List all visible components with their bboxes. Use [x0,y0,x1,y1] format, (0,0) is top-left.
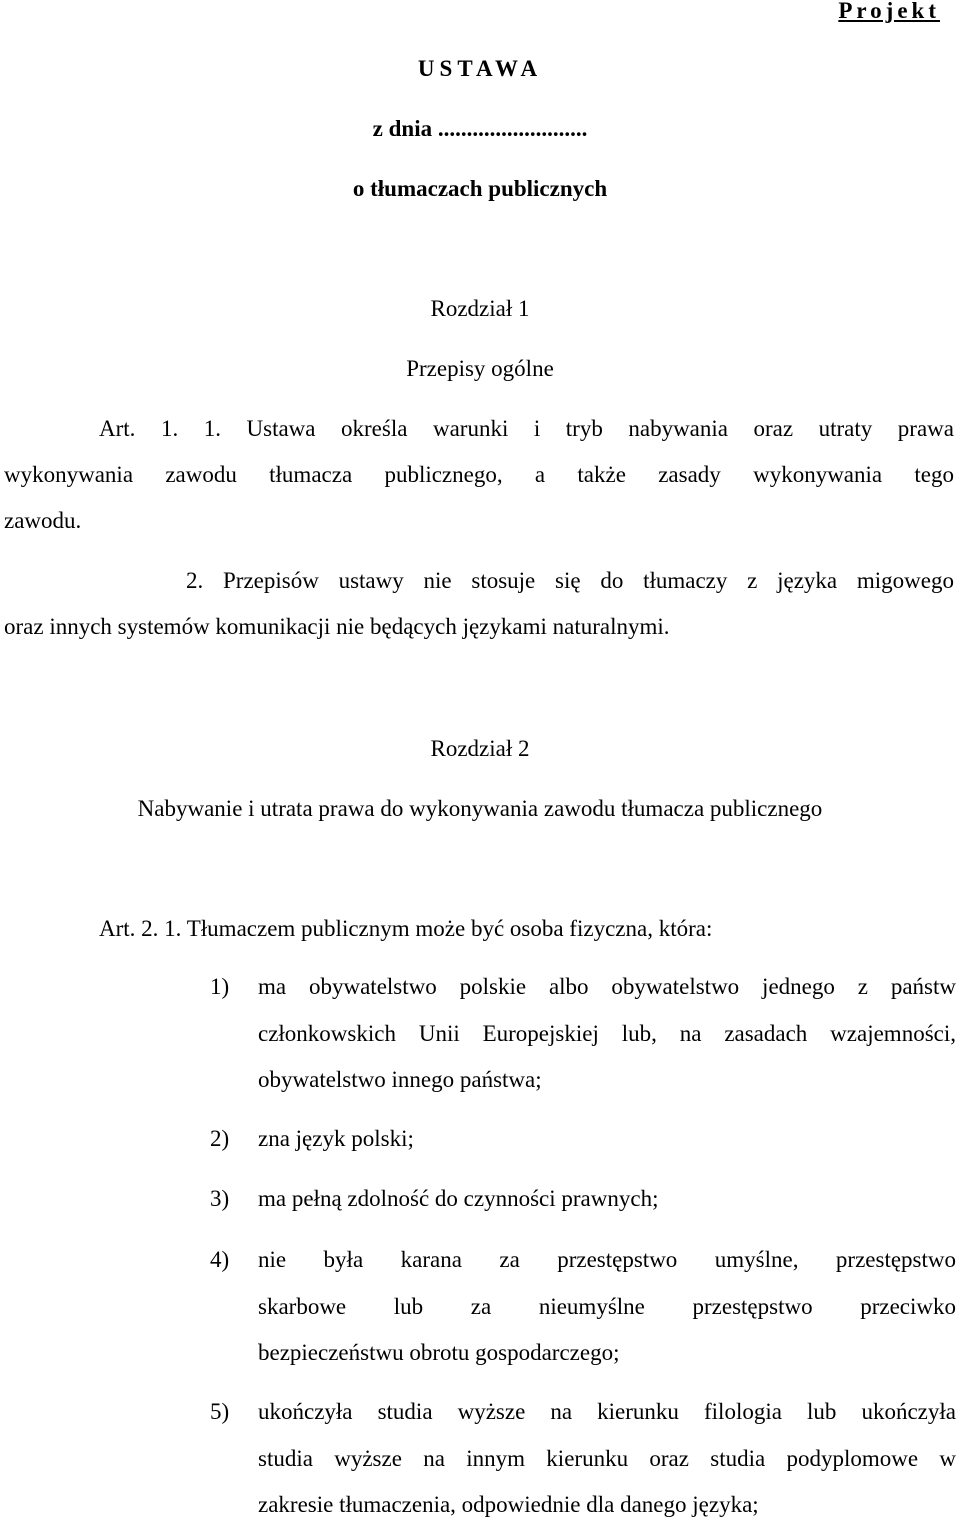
list-item-number: 1) [210,974,230,999]
text-line: Art. 1. 1. Ustawa określa warunki i tryb nabywania oraz utraty prawa [99,416,954,441]
chapter-2-label: Rozdział 2 [430,736,530,761]
list-item [210,964,956,1104]
projekt-label: Projekt [838,0,940,23]
text-line: wykonywania zawodu tłumacza publicznego, a także zasady wykonywania tego [4,462,954,487]
list-item [210,1237,956,1377]
act-date: z dnia .......................... [372,116,588,141]
text-line: ukończyła studia wyższe na kierunku filologia lub ukończyła [258,1399,956,1424]
list-item [210,1116,956,1163]
list-item [210,1389,956,1529]
text-line: członkowskich Unii Europejskiej lub, na zasadach wzajemności, [258,1020,956,1046]
list-item [210,1176,956,1223]
list-item-number: 4) [210,1247,230,1272]
act-title: o tłumaczach publicznych [352,176,608,201]
chapter-1-name: Przepisy ogólne [406,356,554,381]
text-line: zna język polski; [258,1126,414,1151]
article-1-paragraph-1 [4,406,954,544]
chapter-2-name: Nabywanie i utrata prawa do wykonywania zawodu tłumacza publicznego [137,796,823,821]
text-line: studia wyższe na innym kierunku oraz studia podyplomowe w [258,1445,956,1471]
chapter-1-label: Rozdział 1 [430,296,530,321]
text-line: skarbowe lub za nieumyślne przestępstwo przeciwko [258,1293,956,1319]
text-line: obywatelstwo innego państwa; [258,1067,542,1092]
text-line: ma pełną zdolność do czynności prawnych; [258,1186,659,1211]
text-line: nie była karana za przestępstwo umyślne, przestępstwo [258,1247,956,1272]
text-line: ma obywatelstwo polskie albo obywatelstwo jednego z państw [258,974,956,999]
list-item-number: 2) [210,1126,230,1151]
text-line: 2. Przepisów ustawy nie stosuje się do tłumaczy z języka migowego [186,568,954,593]
text-line: zawodu. [4,508,82,533]
list-item-number: 3) [210,1186,230,1211]
article-1-paragraph-2 [4,558,954,650]
text-line: oraz innych systemów komunikacji nie będących językami naturalnymi. [4,614,670,639]
act-heading: USTAWA [417,56,543,81]
text-line: bezpieczeństwu obrotu gospodarczego; [258,1340,620,1365]
text-line: zakresie tłumaczenia, odpowiednie dla danego języka; [258,1492,759,1517]
article-2-intro: Art. 2. 1. Tłumaczem publicznym może być osoba fizyczna, która: [99,916,713,941]
list-item-number: 5) [210,1399,230,1424]
